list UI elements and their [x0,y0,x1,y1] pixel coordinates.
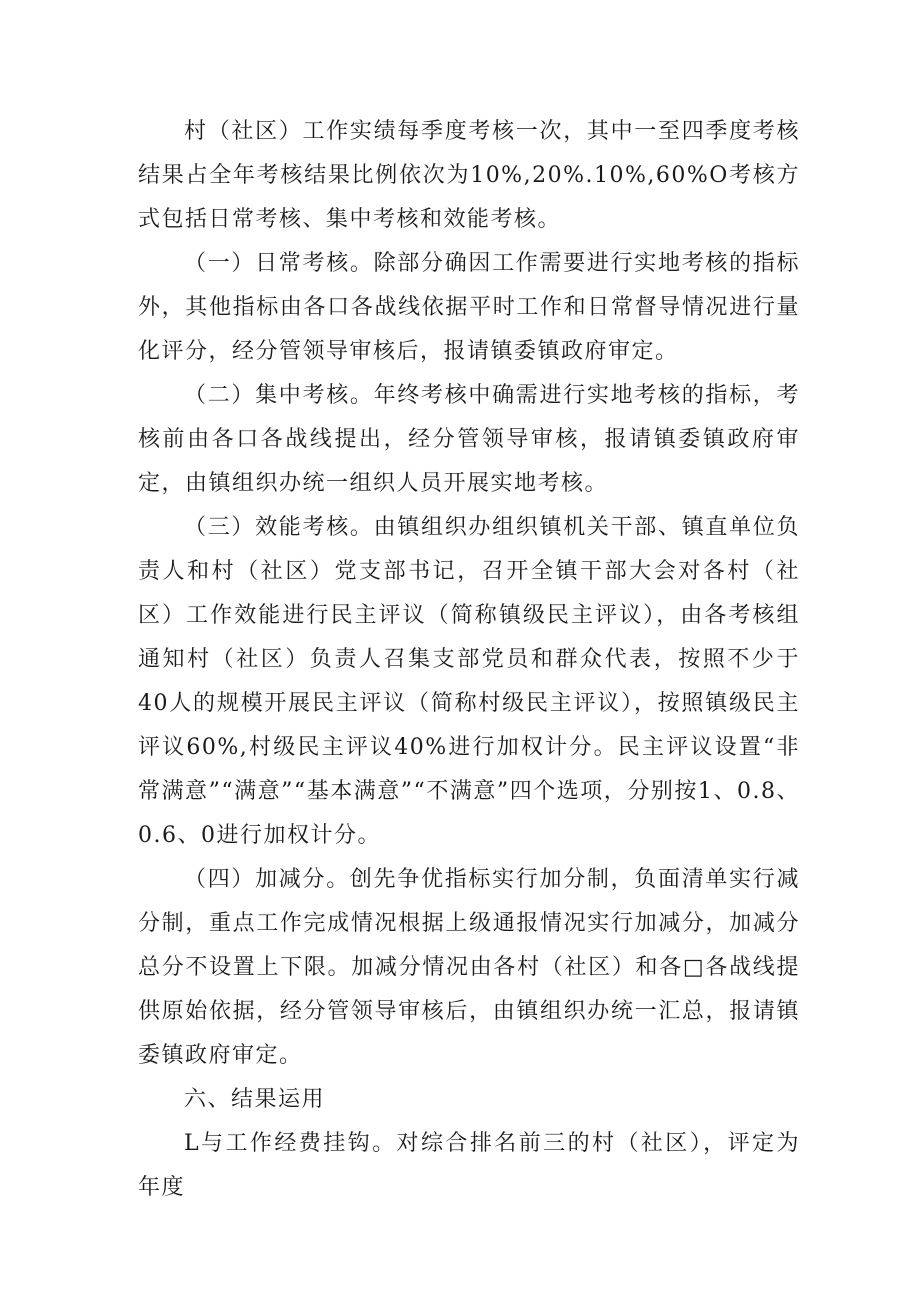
paragraph-assessment-overview: 村（社区）工作实绩每季度考核一次，其中一至四季度考核结果占全年考核结果比例依次为10%,20%.10%,60%O考核方式包括日常考核、集中考核和效能考核。 [138,119,800,232]
paragraph-efficiency-assessment: （三）效能考核。由镇组织办组织镇机关干部、镇直单位负责人和村（社区）党支部书记，召开全镇干部大会对各村（社区）工作效能进行民主评议（简称镇级民主评议），由各考核组通知村（社区）负责人召集支部党员和群众代表，按照不少于40人的规模开展民主评议（简称村级民主评议），按照镇级民主评议60%,村级民主评议40%进行加权计分。民主评议设置“非常满意”“满意”“基本满意”“不满意”四个选项，分别按1、0.8、0.6、0进行加权计分。 [138,515,800,848]
paragraph-centralized-assessment: （二）集中考核。年终考核中确需进行实地考核的指标，考核前由各口各战线提出，经分管领导审核，报请镇委镇政府审定，由镇组织办统一组织人员开展实地考核。 [138,383,800,496]
paragraph-daily-assessment: （一）日常考核。除部分确因工作需要进行实地考核的指标外，其他指标由各口各战线依据平时工作和日常督导情况进行量化评分，经分管领导审核后，报请镇委镇政府审定。 [138,251,800,364]
paragraph-funding-link: L与工作经费挂钩。对综合排名前三的村（社区），评定为年度 [138,1131,800,1200]
document-body [138,110,800,1210]
section-heading-results: 六、结果运用 [184,1087,326,1112]
paragraph-bonus-deduction: （四）加减分。创先争优指标实行加分制，负面清单实行减分制，重点工作完成情况根据上级通报情况实行加减分，加减分总分不设置上下限。加减分情况由各村（社区）和各□各战线提供原始依据，经分管领导审核后，由镇组织办统一汇总，报请镇委镇政府审定。 [138,867,800,1068]
